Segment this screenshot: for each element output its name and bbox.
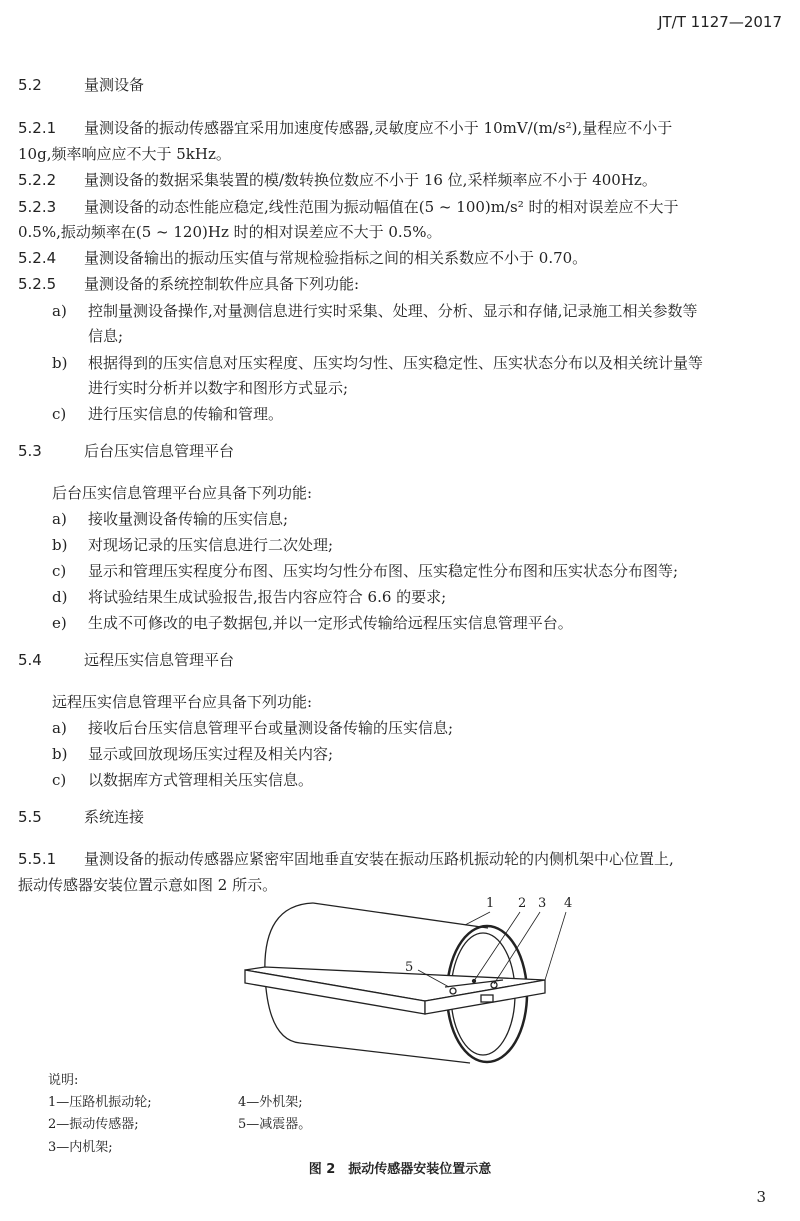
list-item-mark: d) — [52, 588, 68, 606]
figure-caption: 图 2 振动传感器安装位置示意 — [308, 1162, 492, 1177]
legend-item: 4—外机架; — [238, 1095, 303, 1110]
figure-note-title: 说明: — [48, 1073, 79, 1088]
clause-5-5-1-cont: 振动传感器安装位置示意如图 2 所示。 — [18, 876, 278, 894]
list-item-text: 进行实时分析并以数字和图形方式显示; — [88, 379, 349, 397]
section-title: 系统连接 — [84, 808, 145, 826]
legend-item: 3—内机架; — [48, 1140, 113, 1155]
list-item-mark: c) — [52, 562, 67, 580]
list-item-mark: a) — [52, 302, 67, 320]
diagram-label-5: 5 — [405, 960, 414, 975]
clause-number: 5.5.1 — [18, 850, 57, 868]
section-intro: 远程压实信息管理平台应具备下列功能: — [52, 693, 313, 711]
list-item-mark: b) — [52, 536, 68, 554]
clause-number: 5.2.1 — [18, 119, 57, 137]
legend-item: 1—压路机振动轮; — [48, 1095, 152, 1110]
clause-text: 量测设备输出的振动压实值与常规检验指标之间的相关系数应不小于 0.70。 — [84, 249, 588, 267]
diagram-label-3: 3 — [538, 896, 547, 911]
section-number: 5.5 — [18, 808, 42, 826]
list-item-text: 根据得到的压实信息对压实程度、压实均匀性、压实稳定性、压实状态分布以及相关统计量等 — [88, 354, 704, 372]
list-item-text: 进行压实信息的传输和管理。 — [88, 405, 284, 423]
clause-text: 量测设备的动态性能应稳定,线性范围为振动幅值在(5 ~ 100)m/s² 时的相对误差应不大于 — [84, 198, 679, 216]
list-item-text: 生成不可修改的电子数据包,并以一定形式传输给远程压实信息管理平台。 — [88, 614, 573, 632]
list-item-text: 显示或回放现场压实过程及相关内容; — [88, 745, 334, 763]
legend-item: 2—振动传感器; — [48, 1117, 139, 1132]
list-item-text: 控制量测设备操作,对量测信息进行实时采集、处理、分析、显示和存储,记录施工相关参数等 — [88, 302, 698, 320]
list-item-text: 以数据库方式管理相关压实信息。 — [88, 771, 314, 789]
list-item-mark: a) — [52, 510, 67, 528]
legend-item: 5—减震器。 — [238, 1117, 312, 1132]
page-number: 3 — [756, 1188, 766, 1206]
list-item-mark: e) — [52, 614, 67, 632]
list-item-text: 接收后台压实信息管理平台或量测设备传输的压实信息; — [88, 719, 454, 737]
list-item-text: 接收量测设备传输的压实信息; — [88, 510, 289, 528]
list-item-text: 将试验结果生成试验报告,报告内容应符合 6.6 的要求; — [88, 588, 447, 606]
clause-number: 5.2.5 — [18, 275, 57, 293]
list-item-text: 信息; — [88, 327, 124, 345]
list-item-mark: b) — [52, 745, 68, 763]
diagram-label-1: 1 — [486, 896, 495, 911]
section-number: 5.4 — [18, 651, 42, 669]
list-item-mark: b) — [52, 354, 68, 372]
section-title: 远程压实信息管理平台 — [84, 651, 235, 669]
list-item-mark: c) — [52, 771, 67, 789]
clause-number: 5.2.3 — [18, 198, 57, 216]
clause-5-2-3-cont: 0.5%,振动频率在(5 ~ 120)Hz 时的相对误差应不大于 0.5%。 — [18, 223, 442, 241]
diagram-label-4: 4 — [564, 896, 573, 911]
section-number: 5.3 — [18, 442, 42, 460]
clause-text: 量测设备的系统控制软件应具备下列功能: — [84, 275, 360, 293]
clause-text: 量测设备的振动传感器应紧密牢固地垂直安装在振动压路机振动轮的内侧机架中心位置上, — [84, 850, 674, 868]
standard-code-header: JT/T 1127—2017 — [658, 13, 782, 31]
clause-number: 5.2.4 — [18, 249, 57, 267]
diagram-label-2: 2 — [518, 896, 527, 911]
list-item-mark: c) — [52, 405, 67, 423]
clause-number: 5.2.2 — [18, 171, 57, 189]
section-title: 后台压实信息管理平台 — [84, 442, 235, 460]
list-item-text: 对现场记录的压实信息进行二次处理; — [88, 536, 334, 554]
clause-text: 量测设备的数据采集装置的模/数转换位数应不小于 16 位,采样频率应不小于 400Hz。 — [84, 171, 657, 189]
section-number: 5.2 — [18, 76, 42, 94]
clause-text: 量测设备的振动传感器宜采用加速度传感器,灵敏度应不小于 10mV/(m/s²),量程应不小于 — [84, 119, 673, 137]
list-item-text: 显示和管理压实程度分布图、压实均匀性分布图、压实稳定性分布图和压实状态分布图等; — [88, 562, 679, 580]
list-item-mark: a) — [52, 719, 67, 737]
section-intro: 后台压实信息管理平台应具备下列功能: — [52, 484, 313, 502]
section-title: 量测设备 — [84, 76, 145, 94]
clause-5-2-1-cont: 10g,频率响应应不大于 5kHz。 — [18, 145, 231, 163]
